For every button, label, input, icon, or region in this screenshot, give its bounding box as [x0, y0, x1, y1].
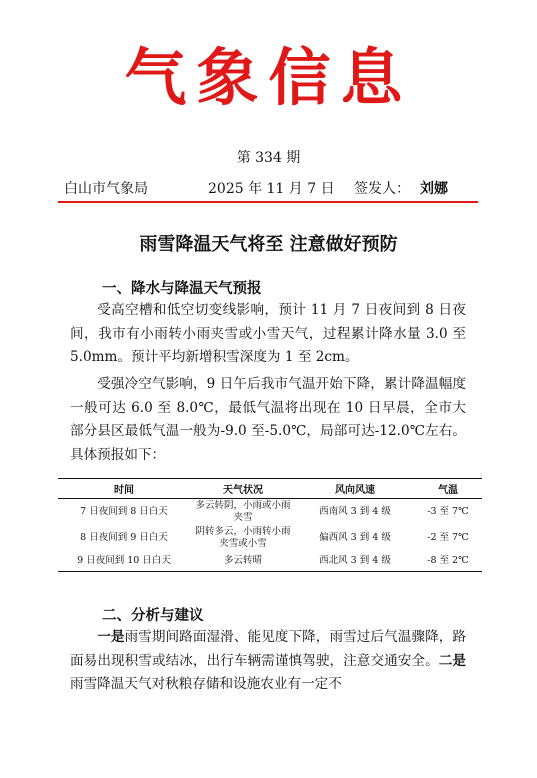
cell-wind: 西北风 3 到 4 级 [296, 551, 414, 572]
column-header-wind: 风向风速 [296, 479, 414, 499]
section-2-paragraph [70, 626, 466, 697]
section-1-heading: 一、降水与降温天气预报 [102, 281, 262, 297]
cell-temperature: -8 至 2℃ [414, 551, 482, 572]
document-title: 雨雪降温天气将至 注意做好预防 [139, 234, 398, 255]
cell-time: 8 日夜间到 9 日白天 [80, 532, 168, 543]
section-1-paragraph-2: 受强冷空气影响，9 日午后我市气温开始下降，累计降温幅度一般可达 6.0 至 8.0℃，最低气温将出现在 10 日早晨，全市大部分县区最低气温一般为-9.0 至-5.0℃，局部可达-12.0℃左右。具体预报如下： [70, 376, 466, 463]
section-2-heading: 二、分析与建议 [102, 608, 204, 624]
cell-wind: 偏西风 3 到 4 级 [319, 532, 391, 543]
cell-temperature: -3 至 7℃ [427, 506, 469, 517]
table-row [58, 525, 482, 551]
table-row [58, 499, 482, 526]
text-1: 雨雪期间路面湿滑、能见度下降，雨雪过后气温骤降，路面易出现积雪或结冰，出行车辆需谨慎驾驶，注意交通安全。 [70, 629, 467, 669]
lead-2: 二是 [438, 652, 467, 669]
cell-time: 9 日夜间到 10 日白天 [58, 551, 190, 572]
issuing-org: 白山市气象局 [64, 181, 148, 197]
column-header-time: 时间 [58, 479, 190, 499]
cell-time: 7 日夜间到 8 日白天 [80, 506, 168, 517]
cell-weather: 多云转晴 [190, 551, 296, 572]
forecast-table [58, 478, 482, 572]
issue-number: 第 334 期 [236, 150, 301, 166]
cell-wind: 西南风 3 到 4 级 [319, 506, 391, 517]
cell-weather: 阴转多云，小雨转小雨夹雪或小雪 [195, 526, 291, 549]
text-2: 雨雪降温天气对秋粮存储和设施农业有一定不 [70, 676, 342, 692]
signer-label: 签发人： [354, 181, 410, 197]
section-1-paragraph-1: 受高空槽和低空切变线影响，预计 11 月 7 日夜间到 8 日夜间，我市有小雨转小雨夹雪或小雪天气，过程累计降水量 3.0 至 5.0mm。预计平均新增积雪深度为 1 至 2cm。 [70, 302, 466, 365]
meta-row [64, 178, 484, 196]
issue-date: 2025 年 11 月 7 日 [208, 181, 335, 197]
red-divider [58, 201, 478, 203]
cell-temperature: -2 至 7℃ [427, 532, 469, 543]
table-header-row [58, 479, 482, 499]
table-row [58, 551, 482, 572]
lead-1: 一是 [97, 629, 125, 645]
cell-weather: 多云转阴，小雨或小雨夹雪 [195, 500, 291, 523]
column-header-temperature: 气温 [414, 479, 482, 499]
signer-name: 刘娜 [420, 181, 448, 197]
masthead-title: 气象信息 [124, 41, 413, 114]
column-header-weather: 天气状况 [190, 479, 296, 499]
